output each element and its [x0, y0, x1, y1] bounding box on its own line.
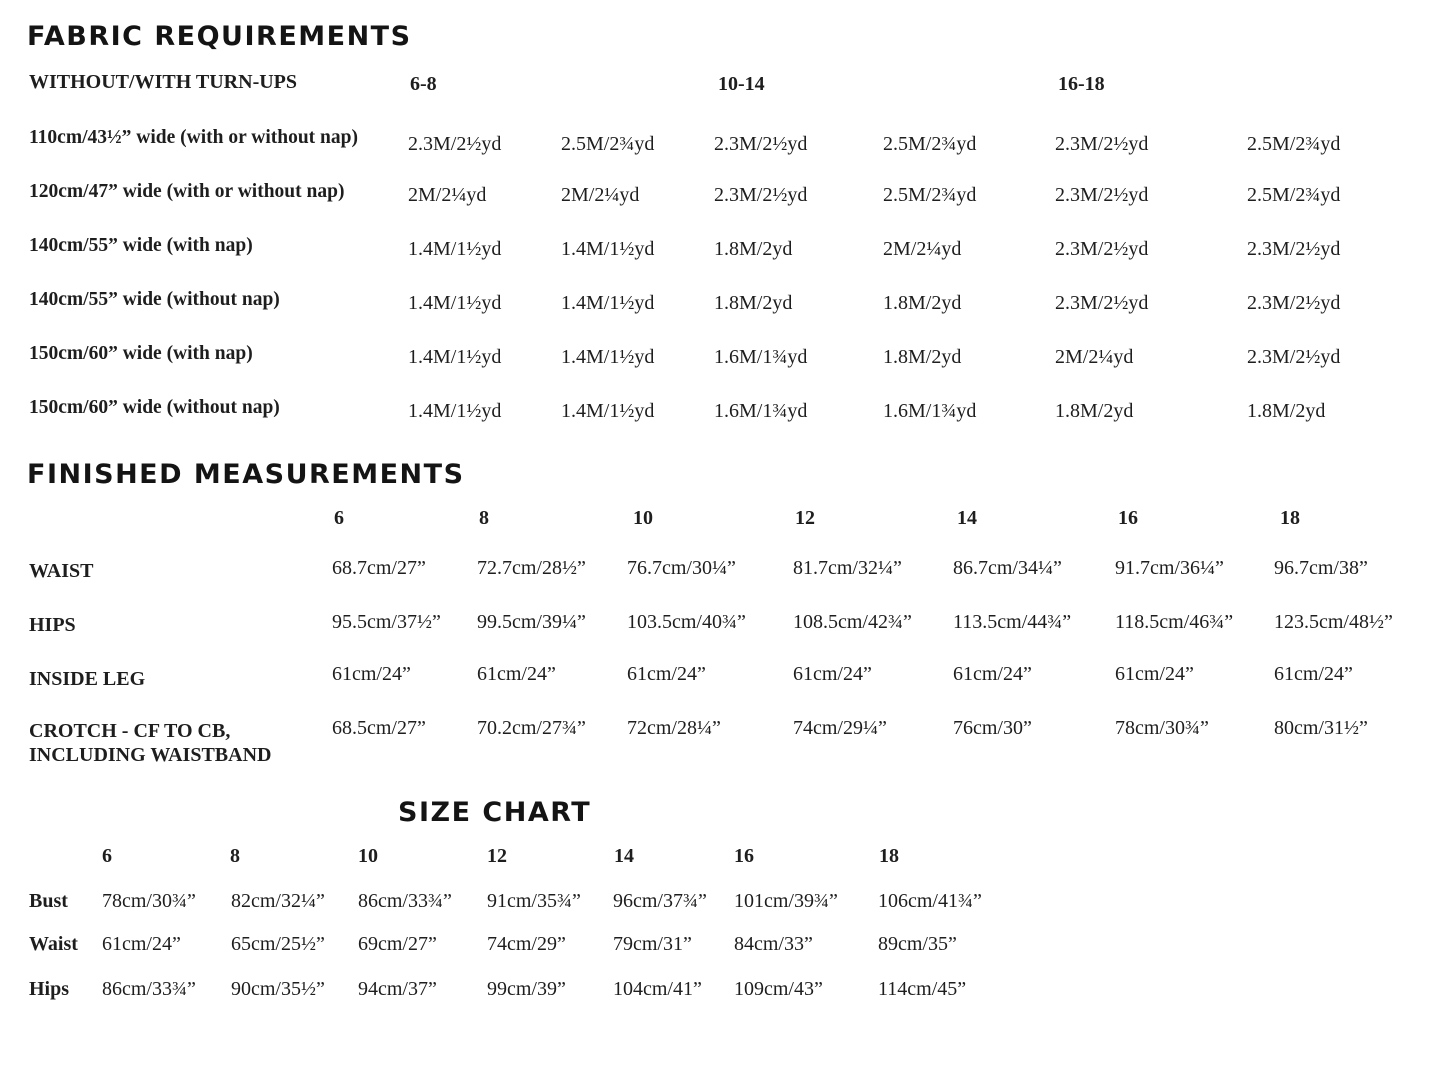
fabric-row-label: 110cm/43½” wide (with or without nap) [29, 127, 358, 148]
finished-cell: 108.5cm/42¾” [793, 611, 912, 633]
finished-cell: 81.7cm/32¼” [793, 557, 902, 579]
finished-size-header: 18 [1280, 507, 1300, 529]
fabric-cell: 1.8M/2yd [714, 238, 793, 260]
finished-cell: 99.5cm/39¼” [477, 611, 586, 633]
fabric-cell: 1.8M/2yd [883, 346, 962, 368]
fabric-cell: 1.4M/1½yd [408, 292, 502, 314]
finished-size-header: 16 [1118, 507, 1138, 529]
fabric-cell: 1.8M/2yd [883, 292, 962, 314]
fabric-cell: 2M/2¼yd [883, 238, 962, 260]
size-chart-header: 6 [102, 845, 112, 867]
finished-cell: 91.7cm/36¼” [1115, 557, 1224, 579]
fabric-cell: 2.3M/2½yd [1055, 133, 1149, 155]
finished-cell: 61cm/24” [1115, 663, 1194, 685]
size-chart-cell: 79cm/31” [613, 933, 692, 955]
finished-cell: 68.5cm/27” [332, 717, 426, 739]
finished-cell: 96.7cm/38” [1274, 557, 1368, 579]
size-chart-header: 8 [230, 845, 240, 867]
finished-size-header: 10 [633, 507, 653, 529]
fabric-cell: 2.3M/2½yd [714, 184, 808, 206]
size-chart-cell: 106cm/41¾” [878, 890, 982, 912]
finished-cell: 61cm/24” [1274, 663, 1353, 685]
finished-cell: 113.5cm/44¾” [953, 611, 1072, 633]
size-chart-row-label: Bust [29, 890, 68, 912]
fabric-cell: 1.8M/2yd [1247, 400, 1326, 422]
size-chart-cell: 61cm/24” [102, 933, 181, 955]
size-chart-cell: 86cm/33¾” [358, 890, 452, 912]
finished-cell: 61cm/24” [332, 663, 411, 685]
size-chart-cell: 78cm/30¾” [102, 890, 196, 912]
size-chart-row-label: Waist [29, 933, 78, 955]
size-chart-cell: 69cm/27” [358, 933, 437, 955]
fabric-cell: 2M/2¼yd [1055, 346, 1134, 368]
finished-cell: 72cm/28¼” [627, 717, 721, 739]
fabric-cell: 1.4M/1½yd [408, 238, 502, 260]
fabric-cell: 2.3M/2½yd [1055, 238, 1149, 260]
fabric-row-label: 150cm/60” wide (without nap) [29, 397, 280, 418]
finished-row-label: INSIDE LEG [29, 668, 146, 690]
size-chart-cell: 109cm/43” [734, 978, 823, 1000]
finished-cell: 118.5cm/46¾” [1115, 611, 1234, 633]
fabric-size-group: 16-18 [1058, 73, 1105, 95]
finished-size-header: 14 [957, 507, 977, 529]
size-chart-header: 12 [487, 845, 507, 867]
size-chart-cell: 114cm/45” [878, 978, 967, 1000]
fabric-row-label: 140cm/55” wide (with nap) [29, 235, 253, 256]
finished-row-label: WAIST [29, 560, 94, 582]
size-chart-row-label: Hips [29, 978, 70, 1000]
fabric-cell: 1.4M/1½yd [408, 400, 502, 422]
fabric-cell: 2.5M/2¾yd [1247, 133, 1341, 155]
fabric-cell: 2.3M/2½yd [714, 133, 808, 155]
fabric-cell: 2.3M/2½yd [1247, 346, 1341, 368]
size-chart-header: 14 [614, 845, 634, 867]
finished-row-label: HIPS [29, 614, 76, 636]
fabric-cell: 1.4M/1½yd [408, 346, 502, 368]
fabric-cell: 1.6M/1¾yd [714, 400, 808, 422]
fabric-cell: 1.4M/1½yd [561, 238, 655, 260]
fabric-header-label: WITHOUT/WITH TURN-UPS [29, 71, 298, 93]
fabric-cell: 2M/2¼yd [408, 184, 487, 206]
fabric-cell: 1.6M/1¾yd [883, 400, 977, 422]
finished-cell: 80cm/31½” [1274, 717, 1368, 739]
finished-size-header: 6 [334, 507, 344, 529]
finished-cell: 76.7cm/30¼” [627, 557, 736, 579]
size-chart-cell: 104cm/41” [613, 978, 702, 1000]
finished-measurements-title: FINISHED MEASUREMENTS [27, 459, 465, 490]
finished-cell: 61cm/24” [953, 663, 1032, 685]
fabric-cell: 1.8M/2yd [714, 292, 793, 314]
fabric-cell: 2.5M/2¾yd [561, 133, 655, 155]
fabric-row-label: 140cm/55” wide (without nap) [29, 289, 280, 310]
size-chart-cell: 89cm/35” [878, 933, 957, 955]
size-chart-cell: 99cm/39” [487, 978, 566, 1000]
finished-cell: 72.7cm/28½” [477, 557, 586, 579]
finished-cell: 78cm/30¾” [1115, 717, 1209, 739]
size-chart-cell: 96cm/37¾” [613, 890, 707, 912]
size-chart-header: 10 [358, 845, 378, 867]
fabric-cell: 1.6M/1¾yd [714, 346, 808, 368]
size-chart-cell: 86cm/33¾” [102, 978, 196, 1000]
size-chart-cell: 65cm/25½” [231, 933, 325, 955]
finished-cell: 61cm/24” [627, 663, 706, 685]
finished-size-header: 12 [795, 507, 815, 529]
finished-cell: 86.7cm/34¼” [953, 557, 1062, 579]
finished-row-label-line2: INCLUDING WAISTBAND [29, 744, 272, 766]
fabric-cell: 2.5M/2¾yd [883, 184, 977, 206]
finished-cell: 76cm/30” [953, 717, 1032, 739]
fabric-row-label: 150cm/60” wide (with nap) [29, 343, 253, 364]
fabric-cell: 1.4M/1½yd [561, 346, 655, 368]
finished-cell: 123.5cm/48½” [1274, 611, 1393, 633]
fabric-cell: 1.4M/1½yd [561, 292, 655, 314]
finished-row-label: CROTCH - CF TO CB, [29, 720, 231, 742]
fabric-cell: 1.4M/1½yd [561, 400, 655, 422]
finished-cell: 74cm/29¼” [793, 717, 887, 739]
finished-cell: 70.2cm/27¾” [477, 717, 586, 739]
fabric-cell: 2M/2¼yd [561, 184, 640, 206]
finished-cell: 95.5cm/37½” [332, 611, 441, 633]
size-chart-cell: 91cm/35¾” [487, 890, 581, 912]
fabric-requirements-title: FABRIC REQUIREMENTS [27, 21, 412, 52]
fabric-cell: 2.3M/2½yd [1055, 184, 1149, 206]
fabric-cell: 2.3M/2½yd [1247, 292, 1341, 314]
fabric-row-label: 120cm/47” wide (with or without nap) [29, 181, 345, 202]
size-chart-cell: 74cm/29” [487, 933, 566, 955]
finished-cell: 61cm/24” [477, 663, 556, 685]
fabric-size-group: 6-8 [410, 73, 437, 95]
fabric-cell: 2.3M/2½yd [1247, 238, 1341, 260]
size-chart-title: SIZE CHART [398, 797, 592, 828]
size-chart-header: 16 [734, 845, 754, 867]
fabric-size-group: 10-14 [718, 73, 765, 95]
fabric-cell: 2.5M/2¾yd [1247, 184, 1341, 206]
finished-cell: 103.5cm/40¾” [627, 611, 746, 633]
finished-cell: 61cm/24” [793, 663, 872, 685]
size-chart-header: 18 [879, 845, 899, 867]
size-chart-cell: 101cm/39¾” [734, 890, 838, 912]
size-chart-cell: 94cm/37” [358, 978, 437, 1000]
fabric-cell: 2.3M/2½yd [408, 133, 502, 155]
finished-cell: 68.7cm/27” [332, 557, 426, 579]
size-chart-cell: 82cm/32¼” [231, 890, 325, 912]
finished-size-header: 8 [479, 507, 489, 529]
fabric-cell: 1.8M/2yd [1055, 400, 1134, 422]
fabric-cell: 2.5M/2¾yd [883, 133, 977, 155]
fabric-cell: 2.3M/2½yd [1055, 292, 1149, 314]
size-chart-cell: 90cm/35½” [231, 978, 325, 1000]
size-chart-cell: 84cm/33” [734, 933, 813, 955]
